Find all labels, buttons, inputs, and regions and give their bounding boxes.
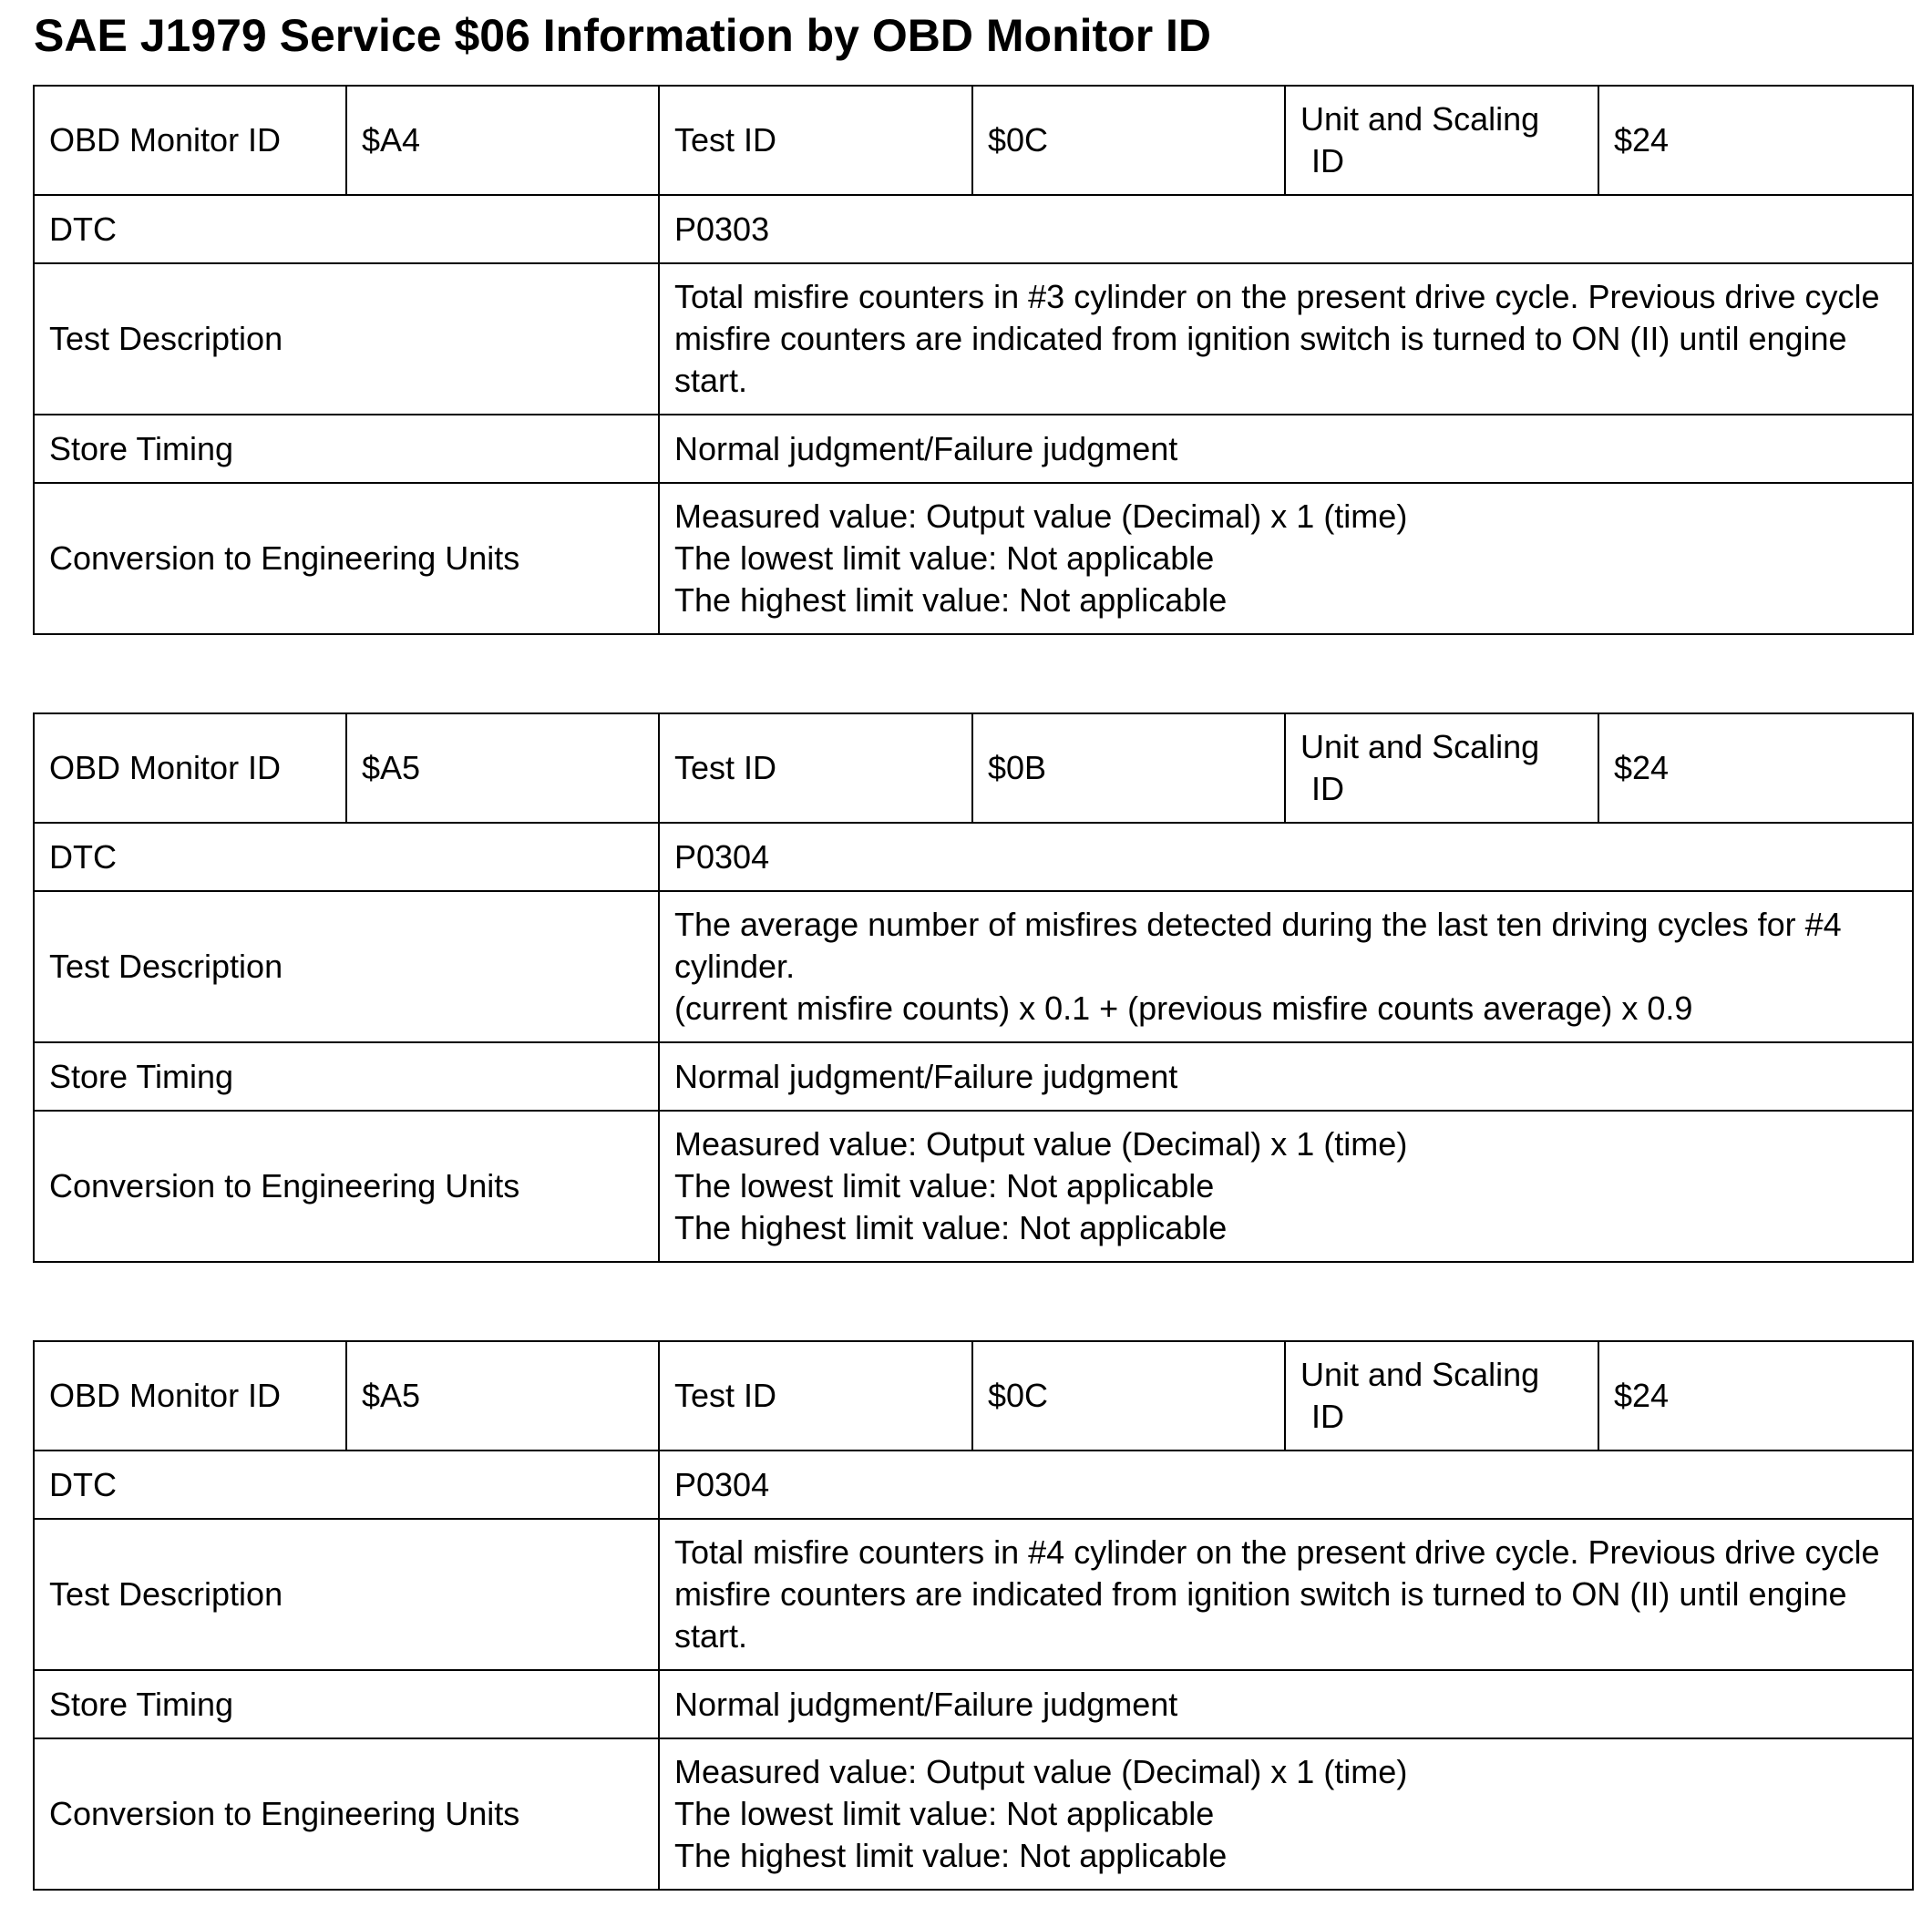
test-description-label: Test Description bbox=[34, 891, 659, 1042]
dtc-label: DTC bbox=[34, 823, 659, 891]
dtc-row bbox=[34, 1451, 1913, 1519]
store-timing-label: Store Timing bbox=[34, 415, 659, 483]
store-timing-row bbox=[34, 415, 1913, 483]
test-description-value: Total misfire counters in #3 cylinder on the present drive cycle. Previous drive cycle misfire counters are indicated from ignition switch is turned to ON (II) until engine start. bbox=[659, 263, 1913, 415]
test-id-value: $0C bbox=[972, 86, 1285, 195]
store-timing-row bbox=[34, 1042, 1913, 1111]
obd-monitor-id-value: $A5 bbox=[346, 713, 659, 823]
spec-table-block-3 bbox=[33, 1340, 1912, 1891]
store-timing-label: Store Timing bbox=[34, 1042, 659, 1111]
unit-scaling-id-label: Unit and Scaling ID bbox=[1285, 86, 1598, 195]
conversion-label: Conversion to Engineering Units bbox=[34, 1111, 659, 1262]
header-row bbox=[34, 86, 1913, 195]
conversion-label: Conversion to Engineering Units bbox=[34, 1738, 659, 1890]
test-id-label: Test ID bbox=[659, 86, 972, 195]
spec-table bbox=[33, 1340, 1914, 1891]
dtc-row bbox=[34, 195, 1913, 263]
obd-monitor-id-label: OBD Monitor ID bbox=[34, 86, 346, 195]
obd-monitor-id-value: $A5 bbox=[346, 1341, 659, 1451]
conversion-row bbox=[34, 1738, 1913, 1890]
obd-monitor-id-label: OBD Monitor ID bbox=[34, 713, 346, 823]
header-row bbox=[34, 713, 1913, 823]
test-description-value: The average number of misfires detected during the last ten driving cycles for #4 cylinder. (current misfire counts) x 0.1 + (previous misfire counts average) x 0.9 bbox=[659, 891, 1913, 1042]
dtc-value: P0304 bbox=[659, 823, 1913, 891]
conversion-value: Measured value: Output value (Decimal) x 1 (time) The lowest limit value: Not applicable The highest limit value: Not applicable bbox=[659, 1738, 1913, 1890]
spec-table bbox=[33, 85, 1914, 635]
store-timing-value: Normal judgment/Failure judgment bbox=[659, 415, 1913, 483]
store-timing-value: Normal judgment/Failure judgment bbox=[659, 1670, 1913, 1738]
conversion-value: Measured value: Output value (Decimal) x 1 (time) The lowest limit value: Not applicable The highest limit value: Not applicable bbox=[659, 1111, 1913, 1262]
dtc-value: P0303 bbox=[659, 195, 1913, 263]
unit-scaling-id-label: Unit and Scaling ID bbox=[1285, 1341, 1598, 1451]
dtc-row bbox=[34, 823, 1913, 891]
test-description-row bbox=[34, 891, 1913, 1042]
conversion-label: Conversion to Engineering Units bbox=[34, 483, 659, 634]
test-id-label: Test ID bbox=[659, 1341, 972, 1451]
unit-scaling-id-label: Unit and Scaling ID bbox=[1285, 713, 1598, 823]
dtc-label: DTC bbox=[34, 1451, 659, 1519]
dtc-label: DTC bbox=[34, 195, 659, 263]
test-description-label: Test Description bbox=[34, 263, 659, 415]
test-description-row bbox=[34, 263, 1913, 415]
page-title: SAE J1979 Service $06 Information by OBD Monitor ID bbox=[34, 10, 1212, 61]
dtc-value: P0304 bbox=[659, 1451, 1913, 1519]
spec-table-block-2 bbox=[33, 712, 1912, 1263]
spec-table-block-1 bbox=[33, 85, 1912, 635]
unit-scaling-id-value: $24 bbox=[1598, 713, 1913, 823]
unit-scaling-id-value: $24 bbox=[1598, 86, 1913, 195]
store-timing-value: Normal judgment/Failure judgment bbox=[659, 1042, 1913, 1111]
test-description-label: Test Description bbox=[34, 1519, 659, 1670]
conversion-row bbox=[34, 483, 1913, 634]
obd-monitor-id-value: $A4 bbox=[346, 86, 659, 195]
store-timing-label: Store Timing bbox=[34, 1670, 659, 1738]
conversion-value: Measured value: Output value (Decimal) x 1 (time) The lowest limit value: Not applicable The highest limit value: Not applicable bbox=[659, 483, 1913, 634]
unit-scaling-id-value: $24 bbox=[1598, 1341, 1913, 1451]
test-id-label: Test ID bbox=[659, 713, 972, 823]
header-row bbox=[34, 1341, 1913, 1451]
obd-monitor-id-label: OBD Monitor ID bbox=[34, 1341, 346, 1451]
test-description-value: Total misfire counters in #4 cylinder on the present drive cycle. Previous drive cycle misfire counters are indicated from ignition switch is turned to ON (II) until engine start. bbox=[659, 1519, 1913, 1670]
test-id-value: $0C bbox=[972, 1341, 1285, 1451]
store-timing-row bbox=[34, 1670, 1913, 1738]
conversion-row bbox=[34, 1111, 1913, 1262]
spec-table bbox=[33, 712, 1914, 1263]
test-id-value: $0B bbox=[972, 713, 1285, 823]
test-description-row bbox=[34, 1519, 1913, 1670]
